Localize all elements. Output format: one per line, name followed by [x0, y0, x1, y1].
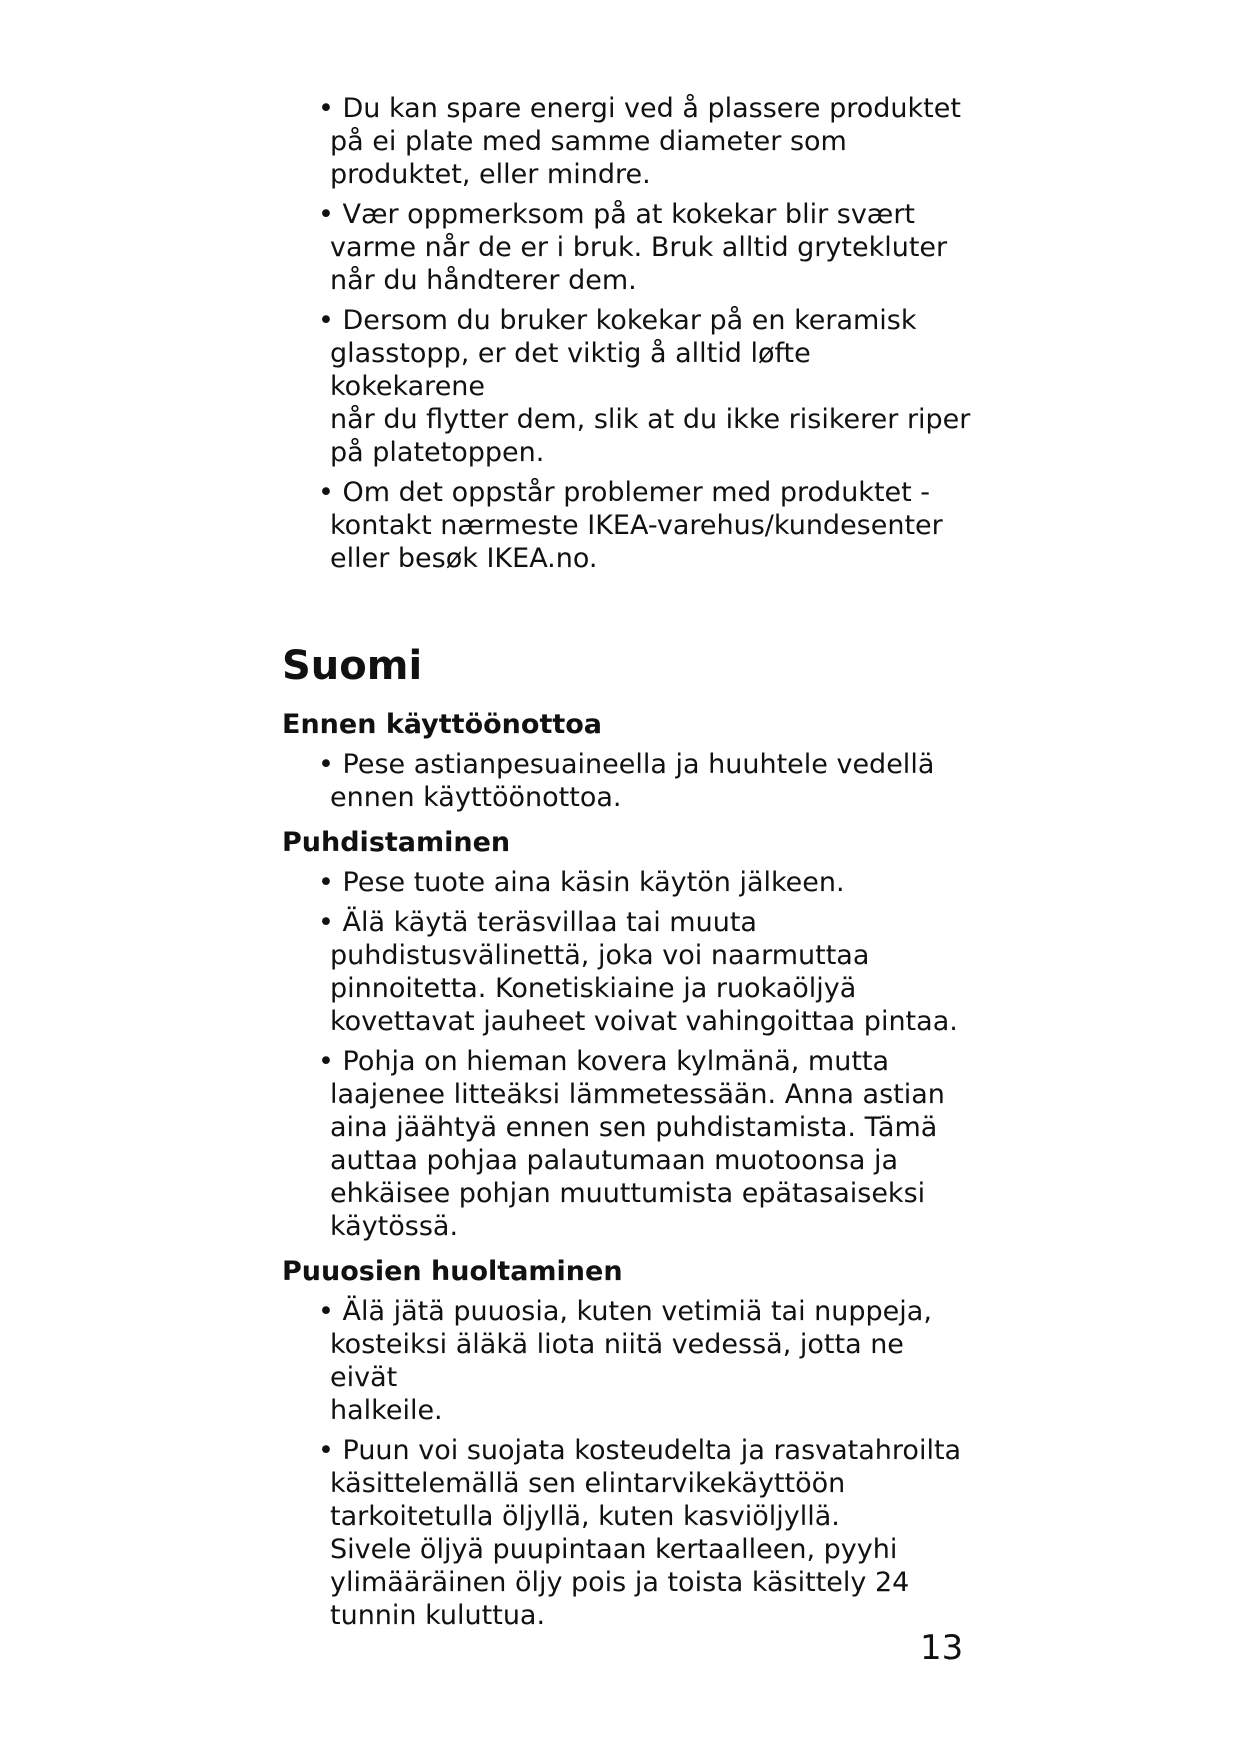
- bullet-line: • Puun voi suojata kosteudelta ja rasvatahroilta: [318, 1435, 962, 1466]
- bullet-line: • Pohja on hieman kovera kylmänä, mutta: [318, 1046, 890, 1077]
- section-bullet-list: [282, 866, 972, 1243]
- bullet-item: [282, 198, 972, 297]
- finnish-sections: [282, 708, 972, 1632]
- bullet-line: • Om det oppstår problemer med produktet -: [318, 477, 931, 508]
- bullet-line: Sivele öljyä puupintaan kertaalleen, pyyhi: [330, 1534, 898, 1565]
- bullet-item: [282, 866, 972, 899]
- section-heading: Puuosien huoltaminen: [282, 1256, 623, 1287]
- bullet-line: på platetoppen.: [330, 437, 545, 468]
- bullet-item: [282, 906, 972, 1038]
- bullet-line: kontakt nærmeste IKEA-varehus/kundesenter: [330, 510, 943, 541]
- section: [282, 826, 972, 1243]
- bullet-line: eller besøk IKEA.no.: [330, 543, 598, 574]
- bullet-line: kosteiksi äläkä liota niitä vedessä, jotta ne eivät: [330, 1329, 904, 1393]
- section: [282, 1255, 972, 1632]
- bullet-line: • Pese tuote aina käsin käytön jälkeen.: [318, 867, 845, 898]
- bullet-line: • Du kan spare energi ved å plassere produktet: [318, 93, 961, 124]
- bullet-line: pinnoitetta. Konetiskiaine ja ruokaöljyä: [330, 973, 857, 1004]
- bullet-line: kovettavat jauheet voivat vahingoittaa pintaa.: [330, 1006, 958, 1037]
- document-page: [282, 92, 972, 1644]
- bullet-line: ylimääräinen öljy pois ja toista käsittely 24: [330, 1567, 910, 1598]
- bullet-line: varme når de er i bruk. Bruk alltid grytekluter: [330, 232, 948, 263]
- bullet-line: käsittelemällä sen elintarvikekäyttöön: [330, 1468, 846, 1499]
- bullet-line: tarkoitetulla öljyllä, kuten kasviöljyllä.: [330, 1501, 840, 1532]
- bullet-line: • Pese astianpesuaineella ja huuhtele vedellä: [318, 749, 935, 780]
- bullet-item: [282, 1434, 972, 1632]
- bullet-line: aina jäähtyä ennen sen puhdistamista. Tämä: [330, 1112, 938, 1143]
- bullet-item: [282, 1045, 972, 1243]
- bullet-line: • Älä jätä puuosia, kuten vetimiä tai nuppeja,: [318, 1296, 932, 1327]
- bullet-line: käytössä.: [330, 1211, 459, 1242]
- bullet-line: • Dersom du bruker kokekar på en keramisk: [318, 305, 917, 336]
- bullet-line: • Älä käytä teräsvillaa tai muuta: [318, 907, 757, 938]
- section-bullet-list: [282, 748, 972, 814]
- bullet-line: puhdistusvälinettä, joka voi naarmuttaa: [330, 940, 870, 971]
- bullet-line: når du flytter dem, slik at du ikke risikerer riper: [330, 404, 971, 435]
- bullet-item: [282, 476, 972, 575]
- norwegian-bullet-list: [282, 92, 972, 575]
- bullet-line: når du håndterer dem.: [330, 265, 637, 296]
- bullet-line: produktet, eller mindre.: [330, 159, 651, 190]
- bullet-item: [282, 748, 972, 814]
- section-heading: Puhdistaminen: [282, 827, 511, 858]
- section-heading: Ennen käyttöönottoa: [282, 709, 603, 740]
- bullet-line: ehkäisee pohjan muuttumista epätasaiseksi: [330, 1178, 926, 1209]
- bullet-line: på ei plate med samme diameter som: [330, 126, 847, 157]
- bullet-item: [282, 1295, 972, 1427]
- bullet-line: auttaa pohjaa palautumaan muotoonsa ja: [330, 1145, 898, 1176]
- bullet-line: tunnin kuluttua.: [330, 1600, 546, 1631]
- bullet-item: [282, 304, 972, 469]
- bullet-line: • Vær oppmerksom på at kokekar blir svært: [318, 199, 916, 230]
- bullet-line: glasstopp, er det viktig å alltid løfte kokekarene: [330, 338, 811, 402]
- page-number: 13: [920, 1628, 964, 1668]
- language-heading: Suomi: [282, 643, 423, 689]
- bullet-line: ennen käyttöönottoa.: [330, 782, 622, 813]
- bullet-line: halkeile.: [330, 1395, 443, 1426]
- section: [282, 708, 972, 814]
- section-bullet-list: [282, 1295, 972, 1632]
- bullet-item: [282, 92, 972, 191]
- bullet-line: laajenee litteäksi lämmetessään. Anna astian: [330, 1079, 945, 1110]
